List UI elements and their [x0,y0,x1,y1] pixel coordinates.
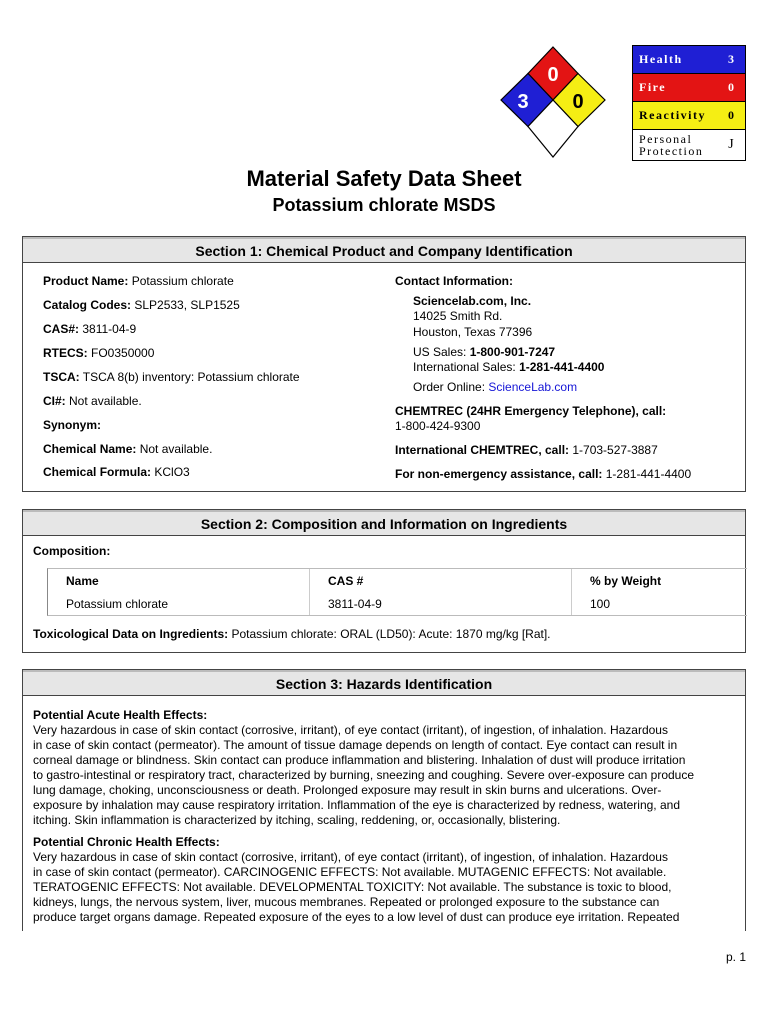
chemical-name-field [43,442,212,456]
section-1-header: Section 1: Chemical Product and Company Identification [23,237,745,263]
hmis-health-row [633,46,745,74]
order-online [413,380,577,394]
field-value: Potassium chlorate [128,274,234,288]
column-header-weight: % by Weight [590,573,662,588]
catalog-codes-field [43,298,240,312]
chemtrec-label [395,404,666,418]
field-value: FO0350000 [87,346,155,360]
cell-cas: 3811-04-9 [310,592,572,615]
address-line-2: Houston, Texas 77396 [413,325,533,339]
field-value: Not available. [136,442,213,456]
chronic-line: in case of skin contact (permeator). CARCINOGENIC EFFECTS: Not available. MUTAGENIC EFFECTS: Not available. [33,865,667,879]
hmis-reactivity-row [633,102,745,130]
field-value: TSCA 8(b) inventory: Potassium chlorate [79,370,300,384]
acute-line: to gastro-intestinal or respiratory tract, characterized by burning, sneezing and coughing. Severe over-exposure can produce [33,768,695,782]
contact-label-text: Contact Information: [395,274,513,288]
intl-sales-phone: 1-281-441-4400 [519,360,605,374]
chronic-line: TERATOGENIC EFFECTS: Not available. DEVELOPMENTAL TOXICITY: Not available. The substance is toxic to blood, [33,880,672,894]
hmis-fire-label: Fire [639,80,667,94]
acute-line: itching. Skin inflammation is characterized by itching, scaling, reddening, or, occasionally, blistering. [33,813,561,827]
tox-label: Toxicological Data on Ingredients: [33,627,229,641]
field-label: TSCA: [43,370,80,384]
chronic-health-effects [33,835,733,925]
chronic-health-label: Potential Chronic Health Effects: [33,835,220,849]
product-name-field [43,274,234,288]
ci-field [43,394,142,408]
acute-health-effects [33,708,733,828]
intl-chemtrec-label: International CHEMTREC, call: [395,443,570,457]
non-emergency-assistance [395,467,691,481]
page-number: p. 1 [725,950,746,964]
international-chemtrec [395,443,658,457]
document-title: Material Safety Data Sheet [246,166,522,191]
cell-weight: 100 [590,596,611,611]
nfpa-reactivity-value: 0 [572,91,584,113]
us-sales [413,345,555,359]
hmis-health-label: Health [639,52,683,66]
chemtrec-phone: 1-800-424-9300 [395,419,481,433]
rtecs-field [43,346,154,360]
nfpa-fire-value: 0 [547,64,559,86]
field-value: 3811-04-9 [79,322,137,336]
field-label: CAS#: [43,322,80,336]
field-label: Synonym: [43,418,102,432]
field-value: KClO3 [151,465,190,479]
composition-label-text: Composition: [33,544,111,558]
hmis-protection-label [639,133,723,157]
cell-name: Potassium chlorate [48,592,310,615]
acute-line: in case of skin contact (permeator). The amount of tissue damage depends on length of contact. Eye contact can result in [33,738,678,752]
hmis-fire-value: 0 [728,80,734,94]
field-label: Product Name: [43,274,129,288]
field-label: CI#: [43,394,66,408]
intl-chemtrec-phone: 1-703-527-3887 [569,443,658,457]
composition-label [33,544,110,558]
sciencelab-link[interactable]: ScienceLab.com [488,380,578,394]
composition-table [47,568,747,616]
company-name [413,294,531,308]
section-3 [22,669,746,931]
field-label: Chemical Name: [43,442,137,456]
nonemergency-label: For non-emergency assistance, call: [395,467,603,481]
field-label: Catalog Codes: [43,298,132,312]
table-row [48,592,747,615]
contact-information-label [395,274,513,288]
column-header-cas: CAS # [310,569,572,592]
hmis-fire-row [633,74,745,102]
field-value: SLP2533, SLP1525 [131,298,240,312]
field-label: RTECS: [43,346,88,360]
tox-value: Potassium chlorate: ORAL (LD50): Acute: 1870 mg/kg [Rat]. [228,627,551,641]
chronic-line: Very hazardous in case of skin contact (corrosive, irritant), of eye contact (irritant), of ingestion, of inhalation. Hazardous [33,850,668,864]
chronic-line: kidneys, lungs, the nervous system, liver, mucous membranes. Repeated or prolonged exposure to the substance can [33,895,660,909]
nonemergency-phone: 1-281-441-4400 [602,467,692,481]
hmis-reactivity-label: Reactivity [639,108,706,122]
tsca-field [43,370,300,384]
nfpa-health-value: 3 [517,91,529,113]
section-2-header: Section 2: Composition and Information on Ingredients [23,510,745,536]
nfpa-diamond [498,45,608,159]
company-name-text: Sciencelab.com, Inc. [413,294,532,308]
toxicological-data [33,627,551,641]
chemical-formula-field [43,465,190,479]
field-label: Chemical Formula: [43,465,152,479]
section-3-header: Section 3: Hazards Identification [23,670,745,696]
address-line-1: 14025 Smith Rd. [413,309,503,323]
column-header-name: Name [48,569,310,592]
hmis-table [632,45,746,161]
acute-line: corneal damage or blindness. Skin contact can produce inflammation and blistering. Inhalation of dust will produce irritation [33,753,686,767]
intl-sales-label: International Sales: [413,360,520,374]
international-sales [413,360,604,374]
field-value: Not available. [65,394,142,408]
section-2 [22,509,746,653]
chemtrec-label-text: CHEMTREC (24HR Emergency Telephone), call: [395,404,667,418]
hmis-reactivity-value: 0 [728,108,734,122]
document-subtitle: Potassium chlorate MSDS [272,195,496,215]
chronic-line: produce target organs damage. Repeated exposure of the eyes to a low level of dust can produce eye irritation. Repeated [33,910,680,924]
us-sales-label: US Sales: [413,345,470,359]
acute-line: exposure by inhalation may cause respiratory irritation. Inflammation of the eye is characterized by redness, watering, and [33,798,680,812]
hmis-protection-row [633,130,745,160]
section-1 [22,236,746,492]
hmis-protection-value: J [728,137,734,152]
synonym-field [43,418,101,432]
us-sales-phone: 1-800-901-7247 [469,345,556,359]
acute-line: Very hazardous in case of skin contact (corrosive, irritant), of eye contact (irritant), of ingestion, of inhalation. Hazardous [33,723,668,737]
acute-line: lung damage, choking, unconsciousness or death. Prolonged exposure may result in skin burns and ulcerations. Over- [33,783,662,797]
order-online-label: Order Online: [413,380,489,394]
hmis-protection-label-line1: Personal [639,132,693,146]
cas-field [43,322,136,336]
hmis-protection-label-line2: Protection [639,144,704,158]
acute-health-label: Potential Acute Health Effects: [33,708,208,722]
hmis-health-value: 3 [728,52,734,66]
table-header-row [48,569,747,592]
